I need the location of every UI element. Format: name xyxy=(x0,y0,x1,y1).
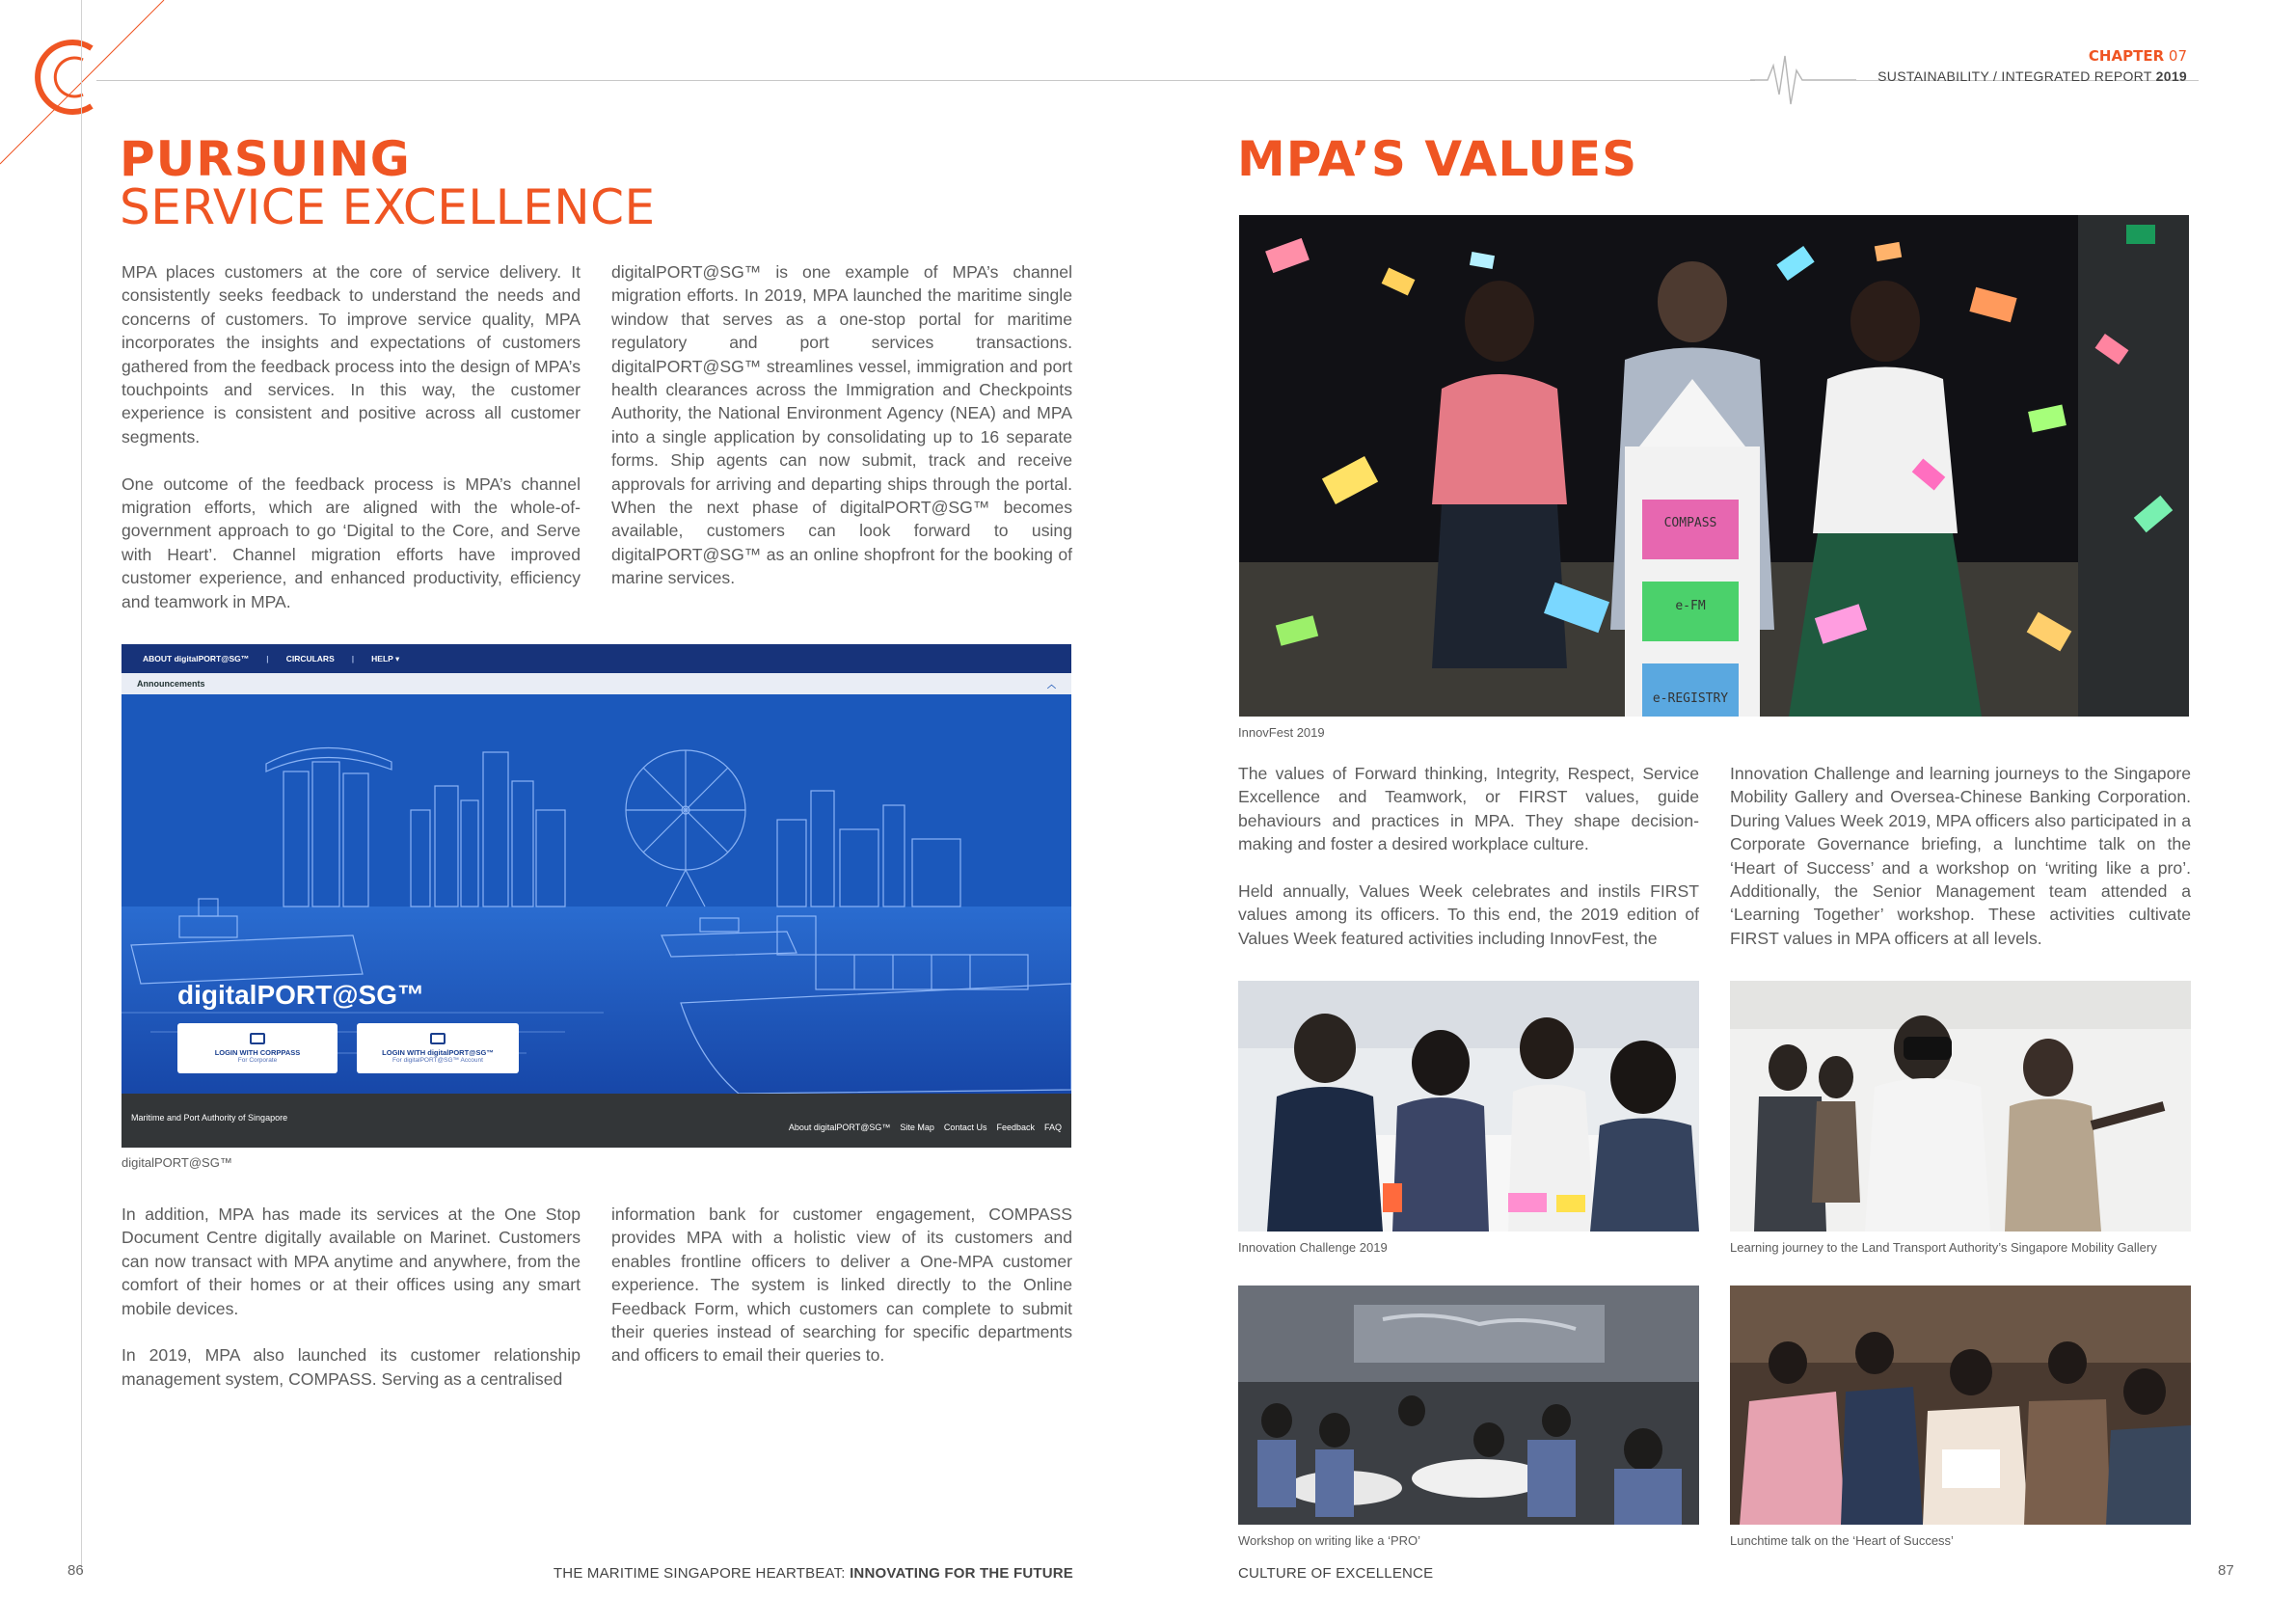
paragraph: Innovation Challenge and learning journeys to the Singapore Mobility Gallery and Oversea-Chinese Banking Corporation. During Values Week 2019, MPA officers also participated in a Corporate Governance briefing, a lunchtime talk on the ‘Heart of Success’ and a workshop on ‘writing like a pro’. Additionally, the Senior Management team attended a ‘Learning Together’ workshop. These activities cultivate FIRST values in MPA officers at all levels. xyxy=(1730,764,2191,948)
innovation-challenge-caption: Innovation Challenge 2019 xyxy=(1238,1240,1388,1255)
portal-nav-about: ABOUT digitalPORT@SG™ xyxy=(143,654,250,663)
right-column-1 xyxy=(1238,762,1699,974)
page-title-right: MPA’S VALUES xyxy=(1237,131,1638,187)
portal-announcements-bar xyxy=(122,673,1071,694)
left-column-3 xyxy=(122,1203,581,1415)
portal-footer-links xyxy=(789,1123,1062,1132)
paragraph: information bank for customer engagement, COMPASS provides MPA with a holistic view of its customers and enables frontline officers to deliver a One-MPA customer experience. The system is linked directly to the Online Feedback Form, which customers can complete to submit their queries instead of searching for specific departments and officers to email their queries to. xyxy=(611,1204,1072,1366)
report-name: SUSTAINABILITY / INTEGRATED REPORT xyxy=(1877,68,2152,84)
left-column-1 xyxy=(122,260,581,636)
paragraph: The values of Forward thinking, Integrity, Respect, Service Excellence and Teamwork, or FIRST values, guide behaviours and practices in MPA. They shape decision-making and foster a desired workplace culture. xyxy=(1238,764,1699,854)
innovation-challenge-photo xyxy=(1238,981,1699,1232)
chapter-number: 07 xyxy=(2168,47,2187,65)
innovfest-illustration xyxy=(1239,215,2189,717)
digitalport-login-sub: For digitalPORT@SG™ Account xyxy=(392,1057,483,1064)
digitalport-login-button xyxy=(357,1023,519,1073)
portal-footer-link: Site Map xyxy=(900,1123,934,1132)
corppass-login-button xyxy=(177,1023,338,1073)
page-number-right: 87 xyxy=(2218,1562,2234,1579)
digitalport-login-label: LOGIN WITH digitalPORT@SG™ xyxy=(382,1048,494,1057)
chapter-label xyxy=(2089,47,2187,65)
corppass-login-label: LOGIN WITH CORPPASS xyxy=(214,1048,301,1057)
briefcase-icon xyxy=(250,1033,265,1044)
portal-title: digitalPORT@SG™ xyxy=(177,980,424,1010)
innovfest-caption: InnovFest 2019 xyxy=(1238,725,1325,740)
portal-footer-link: Feedback xyxy=(996,1123,1035,1132)
left-column-4 xyxy=(611,1203,1072,1391)
sign-compass: COMPASS xyxy=(1663,516,1717,530)
portal-nav-circulars: CIRCULARS xyxy=(285,654,335,663)
mobility-gallery-photo xyxy=(1730,981,2191,1232)
portal-footer-link: FAQ xyxy=(1043,1123,1062,1132)
heartbeat-icon xyxy=(1750,46,1856,114)
writing-workshop-caption: Workshop on writing like a ‘PRO’ xyxy=(1238,1533,1421,1548)
paragraph: In 2019, MPA also launched its customer relationship management system, COMPASS. Serving as a centralised xyxy=(122,1345,581,1389)
portal-footer-org: Maritime and Port Authority of Singapore xyxy=(131,1113,288,1123)
portal-footer-link: Contact Us xyxy=(943,1123,987,1132)
page-title-left-line1: PURSUING xyxy=(120,131,411,187)
footer-left-bold: INNOVATING FOR THE FUTURE xyxy=(850,1565,1073,1582)
left-column-2 xyxy=(611,260,1072,613)
right-column-2 xyxy=(1730,762,2191,974)
heart-of-success-illustration xyxy=(1730,1286,2191,1525)
paragraph: Held annually, Values Week celebrates and instils FIRST values among its officers. To this end, the 2019 edition of Values Week featured activities including InnovFest, the xyxy=(1238,881,1699,948)
chapter-word: CHAPTER xyxy=(2088,47,2165,65)
paragraph: One outcome of the feedback process is MPA’s channel migration efforts, which are aligned with the whole-of-government approach to go ‘Digital to the Core, and Serve with Heart’. Channel migration efforts have improved customer experience, and enhanced productivity, efficiency and teamwork in MPA. xyxy=(122,474,581,611)
heart-of-success-caption: Lunchtime talk on the ‘Heart of Success’ xyxy=(1730,1533,1954,1548)
report-year: 2019 xyxy=(2155,68,2187,84)
portal-nav-bar: ABOUT digitalPORT@SG™ | CIRCULARS | HELP ▾ xyxy=(122,644,1071,673)
corppass-login-sub: For Corporate xyxy=(237,1057,278,1064)
monitor-icon xyxy=(430,1033,446,1044)
mobility-gallery-illustration xyxy=(1730,981,2191,1232)
mobility-gallery-caption: Learning journey to the Land Transport Authority’s Singapore Mobility Gallery xyxy=(1730,1240,2157,1255)
footer-left xyxy=(554,1565,1073,1582)
sign-eregistry: e-REGISTRY xyxy=(1652,691,1729,706)
chevron-up-icon: ︿ xyxy=(1046,679,1056,690)
portal-nav-help: HELP ▾ xyxy=(371,653,400,663)
heart-of-success-photo xyxy=(1730,1286,2191,1525)
footer-left-plain: THE MARITIME SINGAPORE HEARTBEAT: xyxy=(553,1565,846,1582)
writing-workshop-photo xyxy=(1238,1286,1699,1525)
left-margin-line xyxy=(81,0,82,1572)
paragraph: digitalPORT@SG™ is one example of MPA’s channel migration efforts. In 2019, MPA launched the maritime single window that serves as a one-stop portal for maritime regulatory and port services transactions. digitalPORT@SG™ streamlines vessel, immigration and port health clearances across the Immigration and Checkpoints Authority, the National Environment Agency (NEA) and MPA into a single application by consolidating up to 16 separate forms. Ship agents can now submit, track and receive approvals for arriving and departing ships through the portal. When the next phase of digitalPORT@SG™ becomes available, customers can look forward to using digitalPORT@SG™ as an online shopfront for the booking of marine services. xyxy=(611,262,1072,588)
innovfest-photo xyxy=(1239,215,2189,717)
footer-right: CULTURE OF EXCELLENCE xyxy=(1238,1565,1434,1582)
digitalport-screenshot xyxy=(122,644,1071,1148)
page-number-left: 86 xyxy=(68,1562,84,1579)
portal-footer xyxy=(122,1094,1071,1148)
paragraph: In addition, MPA has made its services at the One Stop Document Centre digitally available on Marinet. Customers can now transact with MPA anytime and anywhere, from the comfort of their homes or at their offices using any smart mobile devices. xyxy=(122,1204,581,1318)
portal-announcements-label: Announcements xyxy=(137,679,205,689)
paragraph: MPA places customers at the core of service delivery. It consistently seeks feedback to understand the needs and concerns of customers. To improve service quality, MPA incorporates the insights and expectations of customers gathered from the feedback process into the design of MPA’s touchpoints and services. In this way, the customer experience is consistent and positive across all customer segments. xyxy=(122,262,581,447)
header-rule-left xyxy=(96,80,1755,81)
page-title-left-line2: SERVICE EXCELLENCE xyxy=(120,179,656,235)
portal-caption: digitalPORT@SG™ xyxy=(122,1155,232,1170)
sign-efm: e-FM xyxy=(1675,599,1706,613)
innovation-challenge-illustration xyxy=(1238,981,1699,1232)
writing-workshop-illustration xyxy=(1238,1286,1699,1525)
portal-footer-link: About digitalPORT@SG™ xyxy=(788,1123,891,1132)
report-label xyxy=(1877,68,2187,84)
